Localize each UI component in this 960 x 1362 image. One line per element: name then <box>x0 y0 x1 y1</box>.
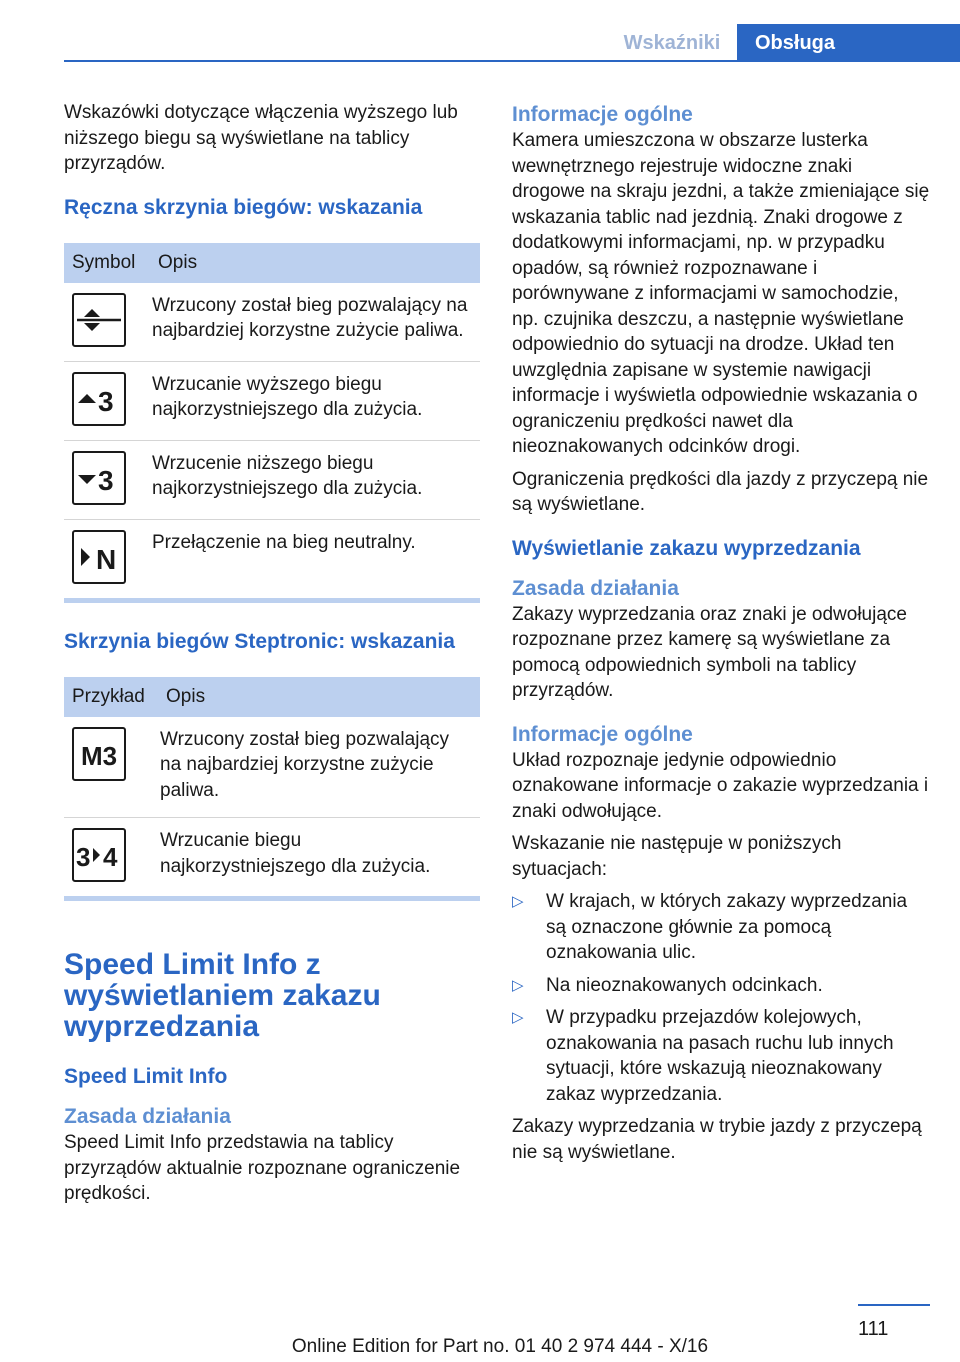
table-row <box>64 283 480 362</box>
col-example: Przykład <box>64 677 158 717</box>
gear-from: 3 <box>76 842 91 872</box>
principle-text: Speed Limit Info przedstawia na tablicy przyrządów aktualnie rozpoznane ograniczenie prędkości. <box>64 1132 461 1204</box>
manual-gearbox-heading: Ręczna skrzynia biegów: wskazania <box>64 195 423 219</box>
row-description: Wrzucanie wyższego biegu najkorzystniejszego dla zużycia. <box>150 361 480 440</box>
gear-3-to-4-icon <box>72 828 126 882</box>
list-item: ▷ W przypadku przejazdów kolejowych, oznakowania na pasach ruchu lub innych sytuacji, które wskazują nieoznakowany zakaz wyprzedzania. <box>512 1005 930 1107</box>
table-row <box>64 361 480 440</box>
general-paragraph-2: Ograniczenia prędkości dla jazdy z przyczepą nie są wyświetlane. <box>512 468 929 515</box>
row-description: Wrzucanie biegu najkorzystniejszego dla zużycia. <box>160 830 431 877</box>
row-description: Przełączenie na bieg neutralny. <box>152 531 416 553</box>
m3-icon <box>72 727 126 781</box>
gear-number: 3 <box>98 464 114 496</box>
speed-limit-subtitle: Speed Limit Info <box>64 1065 228 1088</box>
overtake-heading: Wyświetlanie zakazu wyprzedzania <box>512 536 861 560</box>
overtake-general-paragraph-1: Układ rozpoznaje jedynie odpowiednio oznakowane informacje o zakazie wyprzedzania i znaki odwołujące. <box>512 749 929 822</box>
situations-list <box>512 889 930 1107</box>
table-row <box>64 440 480 519</box>
principle-heading: Zasada działania <box>64 1105 231 1128</box>
row-description: Wrzucony został bieg pozwalający na najbardziej korzystne zużycie paliwa. <box>158 717 480 818</box>
overtake-principle-heading: Zasada działania <box>512 576 679 600</box>
left-column <box>64 100 480 1214</box>
col-description: Opis <box>158 677 480 717</box>
intro-paragraph: Wskazówki dotyczące włączenia wyższego lub niższego biegu są wyświetlane na tablicy przyrządów. <box>64 102 458 174</box>
general-heading: Informacje ogólne <box>512 103 693 126</box>
right-column <box>512 100 930 1172</box>
table-end-bar <box>64 598 480 603</box>
col-symbol: Symbol <box>64 243 150 283</box>
section-tab: Wskaźniki <box>623 32 721 54</box>
list-item: ▷ Na nieoznakowanych odcinkach. <box>512 973 930 999</box>
table-end-bar <box>64 896 480 901</box>
table-row <box>64 519 480 598</box>
manual-gearbox-table <box>64 243 480 598</box>
overtake-principle-text: Zakazy wyprzedzania oraz znaki je odwołujące rozpoznane przez kamerę są wyświetlane za pomocą odpowiednich symboli na tablicy przyrządów. <box>512 603 907 701</box>
table-row <box>64 818 480 897</box>
steptronic-table <box>64 677 480 897</box>
table-header-row <box>64 243 480 283</box>
speed-limit-title: Speed Limit Info z wyświetlaniem zakazu wyprzedzania <box>64 948 381 1043</box>
table-row <box>64 717 480 818</box>
header-divider <box>64 60 960 62</box>
optimal-gear-icon <box>72 293 126 347</box>
overtake-general-paragraph-2: Wskazanie nie następuje w poniższych sytuacjach: <box>512 833 842 880</box>
shift-neutral-icon <box>72 530 126 584</box>
col-description: Opis <box>150 243 480 283</box>
m3-label: M3 <box>80 740 118 771</box>
steptronic-heading: Skrzynia biegów Steptronic: wskazania <box>64 629 455 653</box>
page-header <box>0 0 960 62</box>
row-description: Wrzucony został bieg pozwalający na najbardziej korzystne zużycie paliwa. <box>150 283 480 362</box>
downshift-3-icon <box>72 451 126 505</box>
closing-paragraph: Zakazy wyprzedzania w trybie jazdy z przyczepą nie są wyświetlane. <box>512 1116 922 1163</box>
table-header-row <box>64 677 480 717</box>
gear-number: 3 <box>98 385 114 417</box>
upshift-3-icon <box>72 372 126 426</box>
footer-divider <box>858 1304 930 1306</box>
chapter-tab: Obsługa <box>737 24 960 62</box>
general-paragraph-1: Kamera umieszczona w obszarze lusterka wewnętrznego rejestruje widoczne znaki drogowe na skraju jezdni, a także zmieniające się wskazania tablic nad jezdnią. Znaki drogowe z dodatkowymi informacjami, np. w przypadku opadów, są również rozpoznawane i porównywane z informacjami w samochodzie, np. czujnika deszczu, a następnie wyświetlane odpowiednio do sytuacji na drodze. Układ ten uwzględnia zapisane w systemie nawigacji informacje i wyświetla odpowiednie wskazania o ograniczeniu prędkości nawet dla nieoznakowanych odcinków drogi. <box>512 130 930 457</box>
row-description: Wrzucenie niższego biegu najkorzystniejszego dla zużycia. <box>150 440 480 519</box>
overtake-general-heading: Informacje ogólne <box>512 722 693 746</box>
gear-letter: N <box>96 543 117 575</box>
page-number: 111 <box>858 1318 889 1340</box>
list-item: ▷ W krajach, w których zakazy wyprzedzania są oznaczone głównie za pomocą oznakowania ulic. <box>512 889 930 966</box>
edition-note: Online Edition for Part no. 01 40 2 974 444 - X/16 <box>291 1336 709 1357</box>
gear-to: 4 <box>103 842 118 872</box>
